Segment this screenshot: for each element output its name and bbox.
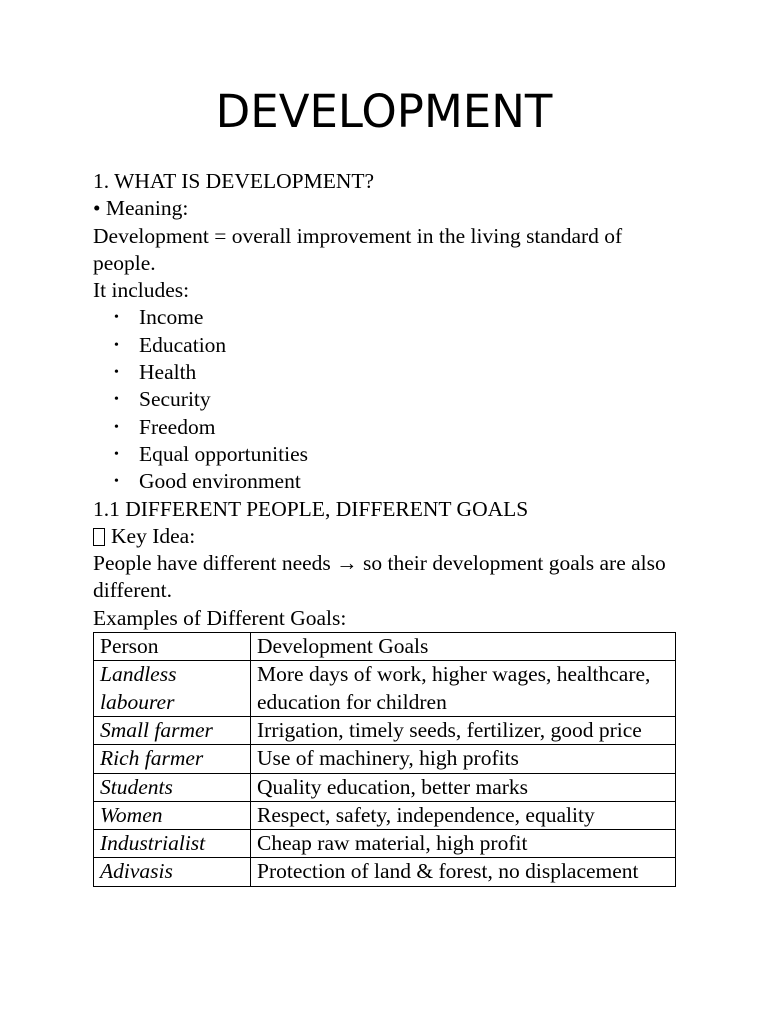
key-idea-text: People have different needs → so their development goals are also different.	[93, 551, 666, 603]
table-row	[94, 858, 676, 886]
person-cell: Adivasis	[94, 858, 251, 886]
list-item-label: Freedom	[139, 414, 216, 439]
list-item-label: Security	[139, 387, 211, 412]
bullet-icon: •	[114, 310, 119, 326]
goals-cell: Use of machinery, high profits	[251, 745, 676, 773]
section-heading: 1.1 DIFFERENT PEOPLE, DIFFERENT GOALS	[93, 496, 529, 521]
person-cell: Small farmer	[94, 716, 251, 744]
list-item-label: Health	[139, 360, 197, 385]
person-cell: Rich farmer	[94, 745, 251, 773]
list-item-label: Income	[139, 305, 204, 330]
list-item	[93, 468, 683, 495]
person-cell: Women	[94, 801, 251, 829]
table-row	[94, 661, 676, 717]
meaning-label: • Meaning:	[93, 196, 189, 221]
goals-table	[93, 632, 676, 887]
section-heading: 1. WHAT IS DEVELOPMENT?	[93, 169, 375, 193]
list-item	[93, 414, 683, 441]
goals-cell: Protection of land & forest, no displacement	[251, 858, 676, 886]
examples-label: Examples of Different Goals:	[93, 605, 347, 630]
document-body	[93, 168, 683, 887]
person-cell: Landless labourer	[94, 661, 251, 717]
includes-label: It includes:	[93, 278, 190, 303]
bullet-icon: •	[114, 392, 119, 408]
definition-text: Development = overall improvement in the living standard of people.	[93, 223, 623, 275]
table-row	[94, 830, 676, 858]
bullet-icon: •	[114, 419, 119, 435]
goals-cell: Irrigation, timely seeds, fertilizer, good price	[251, 716, 676, 744]
list-item	[93, 441, 683, 468]
missing-glyph-icon	[93, 528, 105, 546]
list-item-label: Equal opportunities	[139, 441, 308, 466]
bullet-icon: •	[114, 446, 119, 462]
list-item-label: Education	[139, 332, 227, 357]
table-row	[94, 773, 676, 801]
bullet-icon: •	[114, 337, 119, 353]
table-header-cell: Person	[94, 633, 251, 661]
list-item	[93, 332, 683, 359]
includes-list	[93, 304, 683, 495]
table-row	[94, 801, 676, 829]
list-item	[93, 359, 683, 386]
table-row	[94, 716, 676, 744]
list-item	[93, 304, 683, 331]
bullet-icon: •	[114, 474, 119, 490]
person-cell: Students	[94, 773, 251, 801]
goals-cell: Quality education, better marks	[251, 773, 676, 801]
goals-cell: Respect, safety, independence, equality	[251, 801, 676, 829]
list-item	[93, 386, 683, 413]
list-item-label: Good environment	[139, 469, 301, 494]
table-header-cell: Development Goals	[251, 633, 676, 661]
person-cell: Industrialist	[94, 830, 251, 858]
key-idea-label: Key Idea:	[111, 523, 196, 548]
key-idea-line	[93, 523, 683, 550]
bullet-icon: •	[114, 365, 119, 381]
table-header-row	[94, 633, 676, 661]
page-title: DEVELOPMENT	[215, 85, 553, 138]
table-row	[94, 745, 676, 773]
goals-cell: More days of work, higher wages, healthcare, education for children	[251, 661, 676, 717]
goals-cell: Cheap raw material, high profit	[251, 830, 676, 858]
